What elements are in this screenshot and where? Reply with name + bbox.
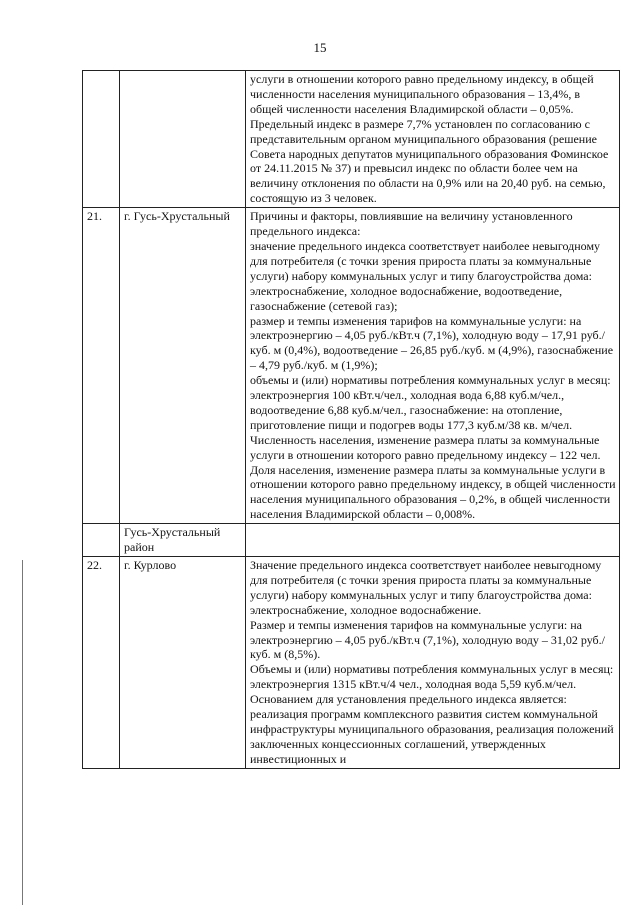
description-paragraph: Значение предельного индекса соответствует наиболее невыгодному для потребителя (с точки зрения прироста платы за коммунальные услуги) набору коммунальных услуг и типу благоустройства дома: электроснабжение, холодное водоснабжение. — [250, 558, 602, 617]
table-row — [83, 557, 620, 769]
municipality-name — [120, 71, 246, 208]
description-paragraph: Предельный индекс в размере 7,7% установлен по согласованию с представительным органом муниципального образования (решение Совета народных депутатов муниципального образования Фоминское от 24.11.2015 № 37) и превысил индекс по области более чем на величину отклонения по области на 0,9% или на 20,40 руб. на семью, состоящую из 3 человек. — [250, 116, 609, 206]
row-number: 22. — [83, 557, 120, 769]
table-row — [83, 71, 620, 208]
description-paragraph: объемы и (или) нормативы потребления коммунальных услуг в месяц: электроэнергия 100 кВт.ч/чел., холодная вода 6,88 куб.м/чел., водоотведение 6,88 куб.м/чел., газоснабжение: на отопление, приготовление пищи и подогрев воды 177,3 куб.м/38 кв. м/чел. — [250, 373, 611, 432]
row-number — [83, 71, 120, 208]
municipality-name: г. Гусь-Хрустальный — [120, 208, 246, 524]
description-cell — [246, 557, 620, 769]
description-paragraph: размер и темпы изменения тарифов на коммунальные услуги: на электроэнергию – 4,05 руб./кВт.ч (7,1%), холодную воду – 17,91 руб./куб. м (0,4%), водоотведение – 26,85 руб./куб. м (4,9%), газоснабжение – 4,79 руб./куб. м (1,9%); — [250, 313, 614, 373]
district-name: Гусь-Хрустальный район — [120, 524, 246, 557]
index-table — [82, 70, 620, 769]
description-paragraph: значение предельного индекса соответствует наиболее невыгодному для потребителя (с точки зрения прироста платы за коммунальные услуги) набору коммунальных услуг и типу благоустройства дома: электроснабжение, холодное водоснабжение, водоотведение, газоснабжение (сетевой газ); — [250, 238, 601, 313]
row-number — [83, 524, 120, 557]
description-paragraph: Размер и темпы изменения тарифов на коммунальные услуги: на электроэнергию – 4,05 руб./кВт.ч (7,1%), холодную воду – 31,02 руб./куб. м (8,5%). — [250, 617, 605, 662]
table-row — [83, 208, 620, 524]
page-number: 15 — [313, 40, 327, 55]
municipality-name: г. Курлово — [120, 557, 246, 769]
description-paragraph: Объемы и (или) нормативы потребления коммунальных услуг в месяц: электроэнергия 1315 кВт.ч/4 чел., холодная вода 5,59 куб.м/чел. — [250, 662, 614, 692]
description-cell — [246, 524, 620, 557]
description-cell — [246, 71, 620, 208]
description-paragraph: Численность населения, изменение размера платы за коммунальные услуги в отношении которого равно предельному индексу – 122 чел. — [250, 432, 601, 462]
description-paragraph: услуги в отношении которого равно предельному индексу, в общей численности населения муниципального образования – 13,4%, в общей численности населения Владимирской области – 0,05%. — [250, 72, 594, 116]
scan-edge-line — [22, 560, 23, 905]
table-row — [83, 524, 620, 557]
description-cell — [246, 208, 620, 524]
row-number: 21. — [83, 208, 120, 524]
description-paragraph: Доля населения, изменение размера платы за коммунальные услуги в отношении которого равно предельному индексу, в общей численности населения муниципального образования – 0,2%, в общей численности населения Владимирской области – 0,008%. — [250, 462, 616, 522]
description-paragraph: Причины и факторы, повлиявшие на величину установленного предельного индекса: — [250, 209, 573, 239]
description-paragraph: Основанием для установления предельного индекса является: реализация программ комплексного развития систем коммунальной инфраструктуры муниципального образования, реализация положений заключенных концессионных соглашений, утвержденных инвестиционных и — [250, 692, 614, 766]
